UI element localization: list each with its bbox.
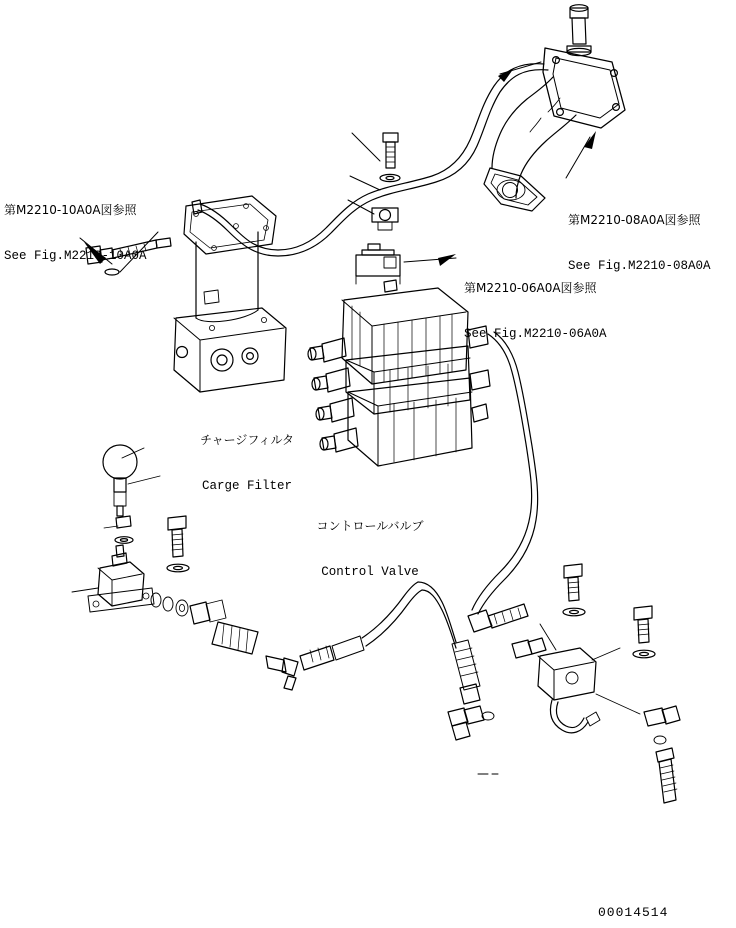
control-valve-label-en: Control Valve (321, 565, 419, 579)
knob-assembly (103, 445, 160, 516)
reference-note-10a0a-jp: 第M2210-10A0A図参照 (4, 203, 137, 217)
bolt-lower-right-a (563, 564, 585, 616)
elbow-lower-right (644, 706, 680, 803)
reference-note-10a0a-en: See Fig.M2210-10A0A (4, 249, 147, 263)
part-label-control-valve (305, 488, 435, 611)
charge-filter-assembly (174, 196, 286, 392)
bolt-lower-left-a (104, 516, 133, 543)
part-label-charge-filter (192, 402, 302, 525)
bolt-top-center (380, 133, 400, 182)
reference-note-08a0a-jp: 第M2210-08A0A図参照 (568, 213, 701, 227)
charge-filter-label-jp: チャージフィルタ (200, 433, 294, 447)
hose-upper-left (192, 64, 548, 256)
bolt-lower-right-b (633, 606, 655, 658)
hose-spring-guard (468, 604, 528, 632)
elbow-pipe-assembly (484, 5, 625, 211)
reference-note-06a0a-jp: 第M2210-06A0A図参照 (464, 281, 597, 295)
small-valve-block (72, 545, 154, 612)
control-valve-assembly (308, 280, 490, 466)
control-valve-label-jp: コントロールバルブ (316, 519, 424, 533)
charge-filter-label-en: Carge Filter (201, 479, 292, 493)
bracket-06a0a (356, 244, 400, 284)
hose-right-lower (472, 332, 538, 614)
spring-guard-center (452, 640, 480, 704)
lower-right-bracket (512, 624, 640, 733)
arrow-heads (84, 68, 596, 266)
tee-joint-lower (448, 706, 494, 740)
reference-note-06a0a-en: See Fig.M2210-06A0A (464, 327, 607, 341)
hose-clamp-upper (372, 208, 398, 230)
reference-note-10a0a (4, 172, 147, 295)
bolt-lower-left-b (167, 516, 189, 572)
reference-note-08a0a-en: See Fig.M2210-08A0A (568, 259, 711, 273)
reference-note-06a0a (464, 250, 607, 373)
drawing-number: 00014514 (598, 905, 669, 920)
